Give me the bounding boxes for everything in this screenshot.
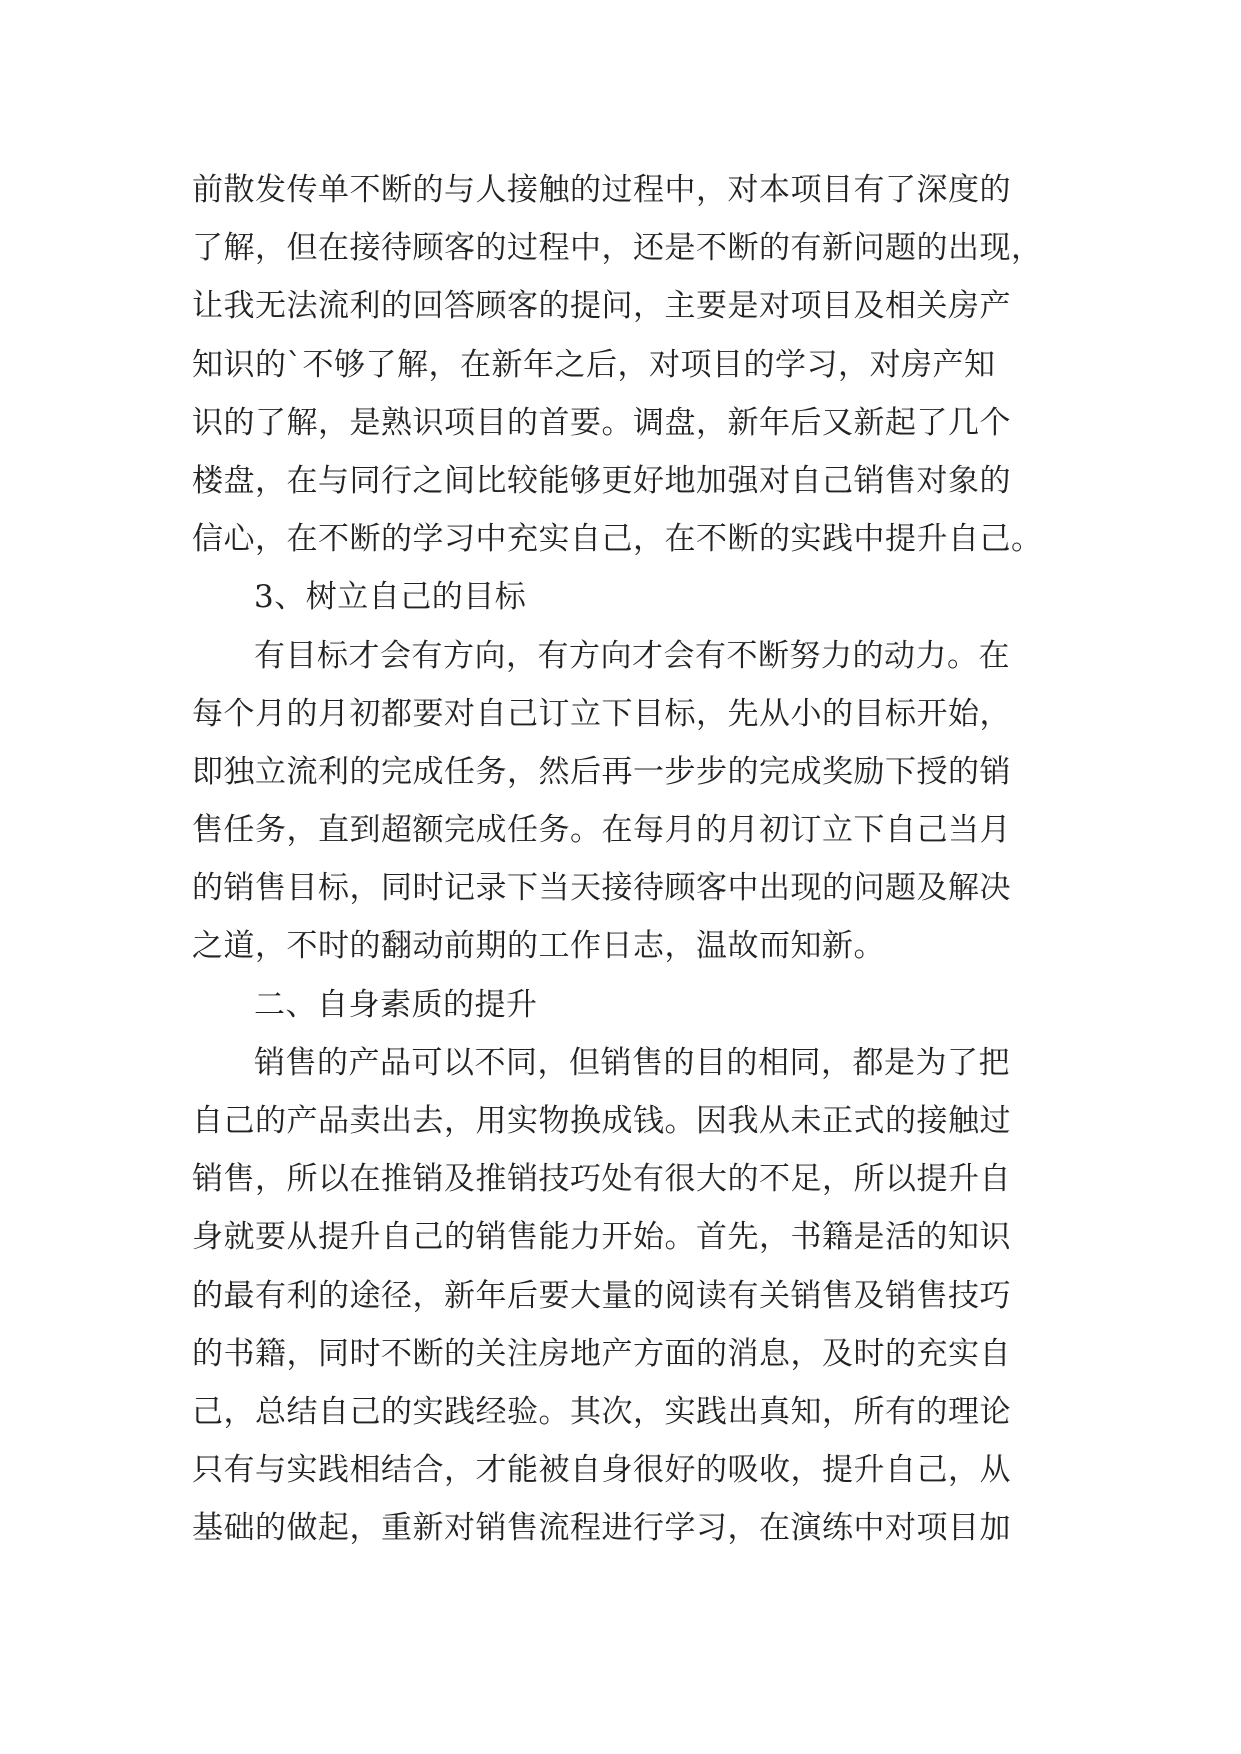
text-line: 即独立流利的完成任务，然后再一步步的完成奖励下授的销 [192, 753, 1011, 790]
text-line: 让我无法流利的回答顾客的提问，主要是对项目及相关房产 [192, 288, 1011, 325]
text-line: 身就要从提升自己的销售能力开始。首先，书籍是活的知识 [192, 1219, 1011, 1256]
text-line: 自己的产品卖出去，用实物换成钱。因我从未正式的接触过 [192, 1103, 1011, 1139]
text-line: 的书籍，同时不断的关注房地产方面的消息，及时的充实自 [192, 1335, 1011, 1372]
text-line: 之道，不时的翻动前期的工作日志，温故而知新。 [192, 928, 885, 965]
text-line: 了解，但在接待顾客的过程中，还是不断的有新问题的出现， [192, 230, 1043, 267]
text-line: 识的了解，是熟识项目的首要。调盘，新年后又新起了几个 [192, 404, 1011, 441]
text-line: 销售，所以在推销及推销技巧处有很大的不足，所以提升自 [192, 1161, 1011, 1198]
text-line: 楼盘，在与同行之间比较能够更好地加强对自己销售对象的 [192, 462, 1011, 499]
text-line: 前散发传单不断的与人接触的过程中，对本项目有了深度的 [192, 172, 1011, 208]
text-line: 只有与实践相结合，才能被自身很好的吸收，提升自己，从 [192, 1452, 1011, 1489]
text-line: 的最有利的途径，新年后要大量的阅读有关销售及销售技巧 [192, 1277, 1011, 1314]
text-line: 信心，在不断的学习中充实自己，在不断的实践中提升自己。 [192, 521, 1043, 558]
text-line: 每个月的月初都要对自己订立下目标，先从小的目标开始， [192, 695, 1011, 732]
text-line: 售任务，直到超额完成任务。在每月的月初订立下自己当月 [192, 812, 1011, 849]
paragraph-start-line: 销售的产品可以不同，但销售的目的相同，都是为了把 [254, 1044, 1010, 1081]
paragraph-start-line: 有目标才会有方向，有方向才会有不断努力的动力。在 [254, 637, 1010, 674]
text-line: 基础的做起，重新对销售流程进行学习，在演练中对项目加 [192, 1510, 1011, 1547]
section-heading: 3、树立自己的目标 [254, 579, 527, 616]
body-text [192, 161, 1072, 1558]
text-line: 知识的`不够了解，在新年之后，对项目的学习，对房产知 [192, 346, 996, 383]
text-line: 己，总结自己的实践经验。其次，实践出真知，所有的理论 [192, 1393, 1011, 1430]
section-heading: 二、自身素质的提升 [254, 986, 538, 1023]
text-line: 的销售目标，同时记录下当天接待顾客中出现的问题及解决 [192, 870, 1011, 907]
